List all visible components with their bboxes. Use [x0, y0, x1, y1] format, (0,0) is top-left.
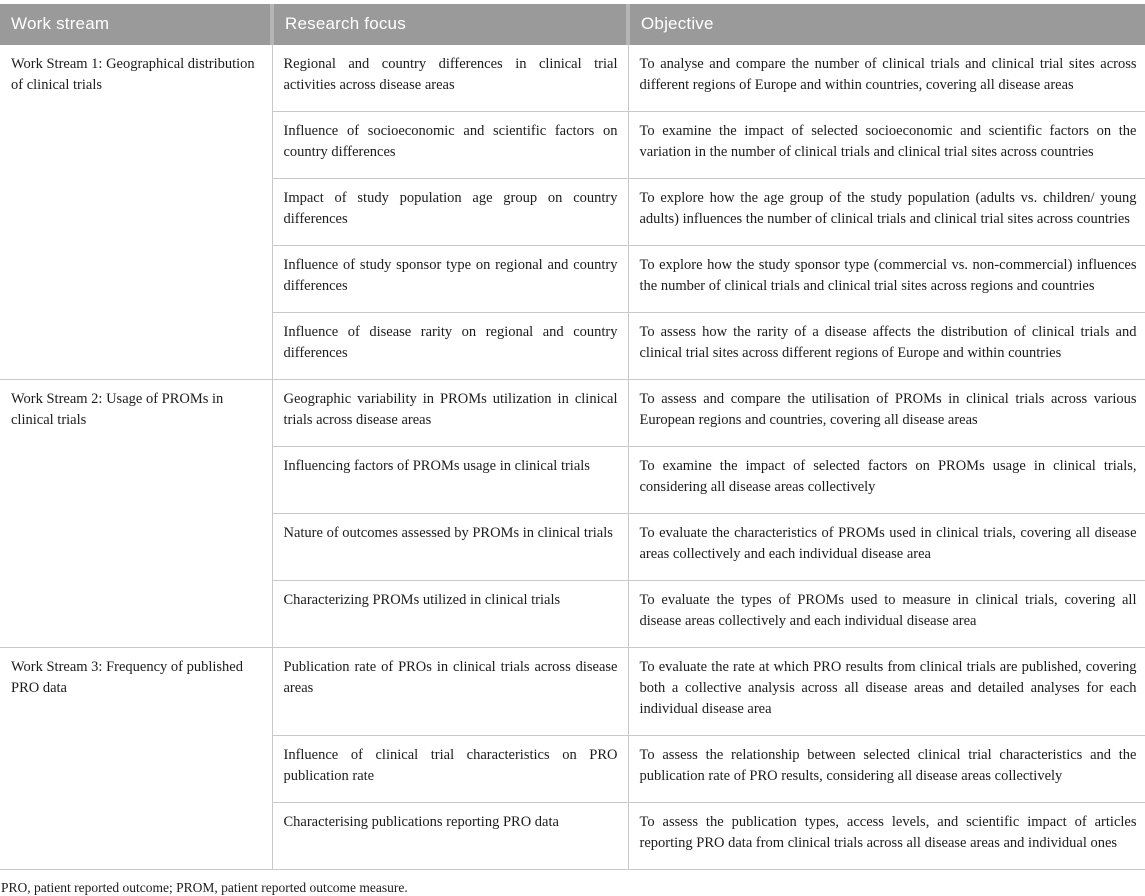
- research-focus-cell: Impact of study population age group on country differences: [272, 179, 628, 246]
- research-focus-cell: Influence of disease rarity on regional and country differences: [272, 313, 628, 380]
- objective-cell: To evaluate the characteristics of PROMs used in clinical trials, covering all disease areas collectively and each individual disease area: [628, 514, 1145, 581]
- objective-cell: To assess the relationship between selected clinical trial characteristics and the publication rate of PRO results, considering all disease areas collectively: [628, 736, 1145, 803]
- objective-cell: To evaluate the types of PROMs used to measure in clinical trials, covering all disease areas collectively and each individual disease area: [628, 581, 1145, 648]
- column-header-objective: Objective: [628, 4, 1145, 45]
- objective-cell: To evaluate the rate at which PRO results from clinical trials are published, covering both a collective analysis across all disease areas and detailed analyses for each individual disease area: [628, 648, 1145, 736]
- table-row: [0, 648, 1145, 736]
- research-focus-cell: Characterising publications reporting PRO data: [272, 803, 628, 870]
- work-stream-cell: Work Stream 1: Geographical distribution of clinical trials: [11, 56, 255, 93]
- research-focus-cell: Publication rate of PROs in clinical trials across disease areas: [272, 648, 628, 736]
- objective-cell: To assess the publication types, access levels, and scientific impact of articles reporting PRO data from clinical trials across all disease areas and individual ones: [628, 803, 1145, 870]
- research-focus-cell: Geographic variability in PROMs utilization in clinical trials across disease areas: [272, 380, 628, 447]
- objective-cell: To assess and compare the utilisation of PROMs in clinical trials across various European regions and countries, covering all disease areas: [628, 380, 1145, 447]
- research-focus-cell: Influence of socioeconomic and scientific factors on country differences: [272, 112, 628, 179]
- work-stream-cell: Work Stream 2: Usage of PROMs in clinical trials: [0, 380, 272, 648]
- table-footnote: PRO, patient reported outcome; PROM, patient reported outcome measure.: [1, 880, 408, 895]
- research-focus-cell: Influencing factors of PROMs usage in clinical trials: [272, 447, 628, 514]
- objective-cell: To examine the impact of selected socioeconomic and scientific factors on the variation in the number of clinical trials and clinical trial sites across countries: [628, 112, 1145, 179]
- research-focus-cell: Influence of study sponsor type on regional and country differences: [272, 246, 628, 313]
- column-header-research-focus: Research focus: [272, 4, 628, 45]
- work-streams-table: [0, 4, 1145, 870]
- objective-cell: To explore how the age group of the study population (adults vs. children/ young adults) influences the number of clinical trials and clinical trial sites across countries: [628, 179, 1145, 246]
- objective-cell: To explore how the study sponsor type (commercial vs. non-commercial) influences the number of clinical trials and clinical trial sites across regions and countries: [628, 246, 1145, 313]
- research-focus-cell: Influence of clinical trial characteristics on PRO publication rate: [272, 736, 628, 803]
- work-stream-cell: Work Stream 3: Frequency of published PRO data: [0, 648, 272, 870]
- research-focus-cell: Nature of outcomes assessed by PROMs in clinical trials: [272, 514, 628, 581]
- objective-cell: To assess how the rarity of a disease affects the distribution of clinical trials and clinical trial sites across different regions of Europe and within countries: [628, 313, 1145, 380]
- table-row: [0, 45, 1145, 112]
- research-focus-cell: Regional and country differences in clinical trial activities across disease areas: [272, 45, 628, 112]
- objective-cell: To analyse and compare the number of clinical trials and clinical trial sites across different regions of Europe and within countries, covering all disease areas: [628, 45, 1145, 112]
- research-focus-cell: Characterizing PROMs utilized in clinical trials: [272, 581, 628, 648]
- table-header-row: [0, 4, 1145, 45]
- objective-cell: To examine the impact of selected factors on PROMs usage in clinical trials, considering all disease areas collectively: [628, 447, 1145, 514]
- column-header-work-stream: Work stream: [0, 4, 272, 45]
- table-row: [0, 380, 1145, 447]
